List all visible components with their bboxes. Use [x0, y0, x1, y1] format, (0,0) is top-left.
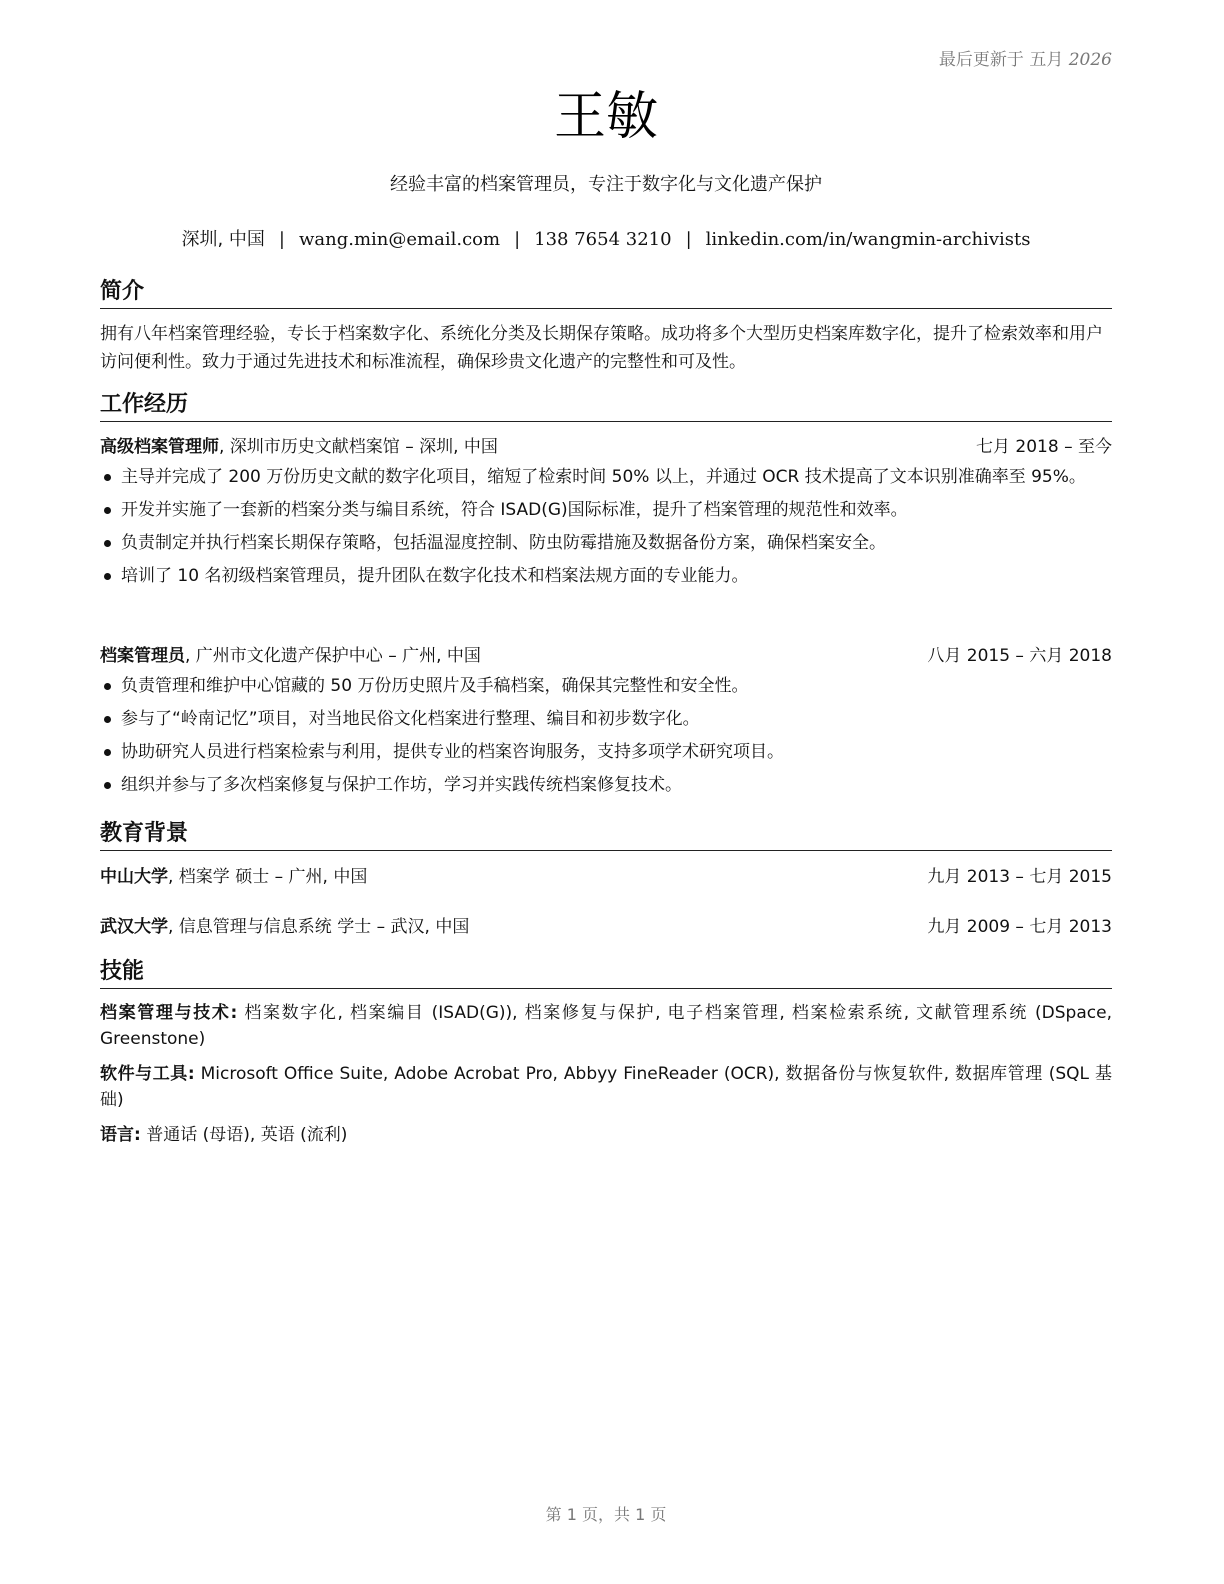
skill-label: 软件与工具: [100, 1064, 195, 1084]
candidate-name: 王敏 [553, 87, 658, 147]
skill-row [100, 1061, 1112, 1113]
section-heading-experience: 工作经历 [100, 391, 1112, 422]
list-item: 参与了“岭南记忆”项目，对当地民俗文化档案进行整理、编目和初步数字化。 [100, 706, 1112, 733]
degree-detail: , 信息管理与信息系统 学士 – 武汉, 中国 [168, 917, 470, 937]
section-heading-skills: 技能 [100, 958, 1112, 989]
list-item: 协助研究人员进行档案检索与利用，提供专业的档案咨询服务，支持多项学术研究项目。 [100, 739, 1112, 766]
skill-row [100, 1122, 1112, 1148]
section-heading-summary: 简介 [100, 278, 1112, 309]
list-item: 负责制定并执行档案长期保存策略，包括温湿度控制、防虫防霉措施及数据备份方案，确保档案安全。 [100, 530, 1112, 557]
job-date: 七月 2018 – 至今 [976, 437, 1112, 457]
skill-label: 档案管理与技术: [100, 1003, 238, 1023]
job-org: , 广州市文化遗产保护中心 – 广州, 中国 [185, 646, 481, 666]
job-bullets [100, 464, 1112, 596]
job-title: 档案管理员 [100, 646, 185, 666]
degree-detail: , 档案学 硕士 – 广州, 中国 [168, 867, 368, 887]
job-header [100, 644, 1112, 668]
contact-separator: | [514, 229, 521, 250]
education-date: 九月 2013 – 七月 2015 [927, 867, 1112, 887]
last-updated [939, 45, 1112, 70]
list-item: 主导并完成了 200 万份历史文献的数字化项目，缩短了检索时间 50% 以上，并通过 OCR 技术提高了文本识别准确率至 95%。 [100, 464, 1112, 491]
job-header [100, 435, 1112, 459]
list-item: 培训了 10 名初级档案管理员，提升团队在数字化技术和档案法规方面的专业能力。 [100, 563, 1112, 590]
contact-separator: | [278, 229, 285, 250]
education-item [100, 915, 1112, 939]
section-heading-education: 教育背景 [100, 820, 1112, 851]
job-org: , 深圳市历史文献档案馆 – 深圳, 中国 [219, 437, 498, 457]
list-item: 组织并参与了多次档案修复与保护工作坊，学习并实践传统档案修复技术。 [100, 772, 1112, 799]
skill-text: Microsoft Office Suite, Adobe Acrobat Pro, Abbyy FineReader (OCR), 数据备份与恢复软件, 数据库管理 (SQL 基础) [100, 1064, 1112, 1110]
contact-location: 深圳, 中国 [181, 229, 265, 250]
contact-separator: | [685, 229, 692, 250]
school-name: 中山大学 [100, 867, 168, 887]
skill-row [100, 1000, 1112, 1052]
summary-text: 拥有八年档案管理经验，专长于档案数字化、系统化分类及长期保存策略。成功将多个大型历史档案库数字化，提升了检索效率和用户访问便利性。致力于通过先进技术和标准流程，确保珍贵文化遗产的完整性和可及性。 [100, 324, 1103, 372]
education-item [100, 865, 1112, 889]
contact-phone: 138 7654 3210 [534, 229, 672, 250]
job-title: 高级档案管理师 [100, 437, 219, 457]
skill-text: 档案数字化, 档案编目 (ISAD(G)), 档案修复与保护, 电子档案管理, 档案检索系统, 文献管理系统 (DSpace, Greenstone) [100, 1003, 1112, 1049]
tagline: 经验丰富的档案管理员，专注于数字化与文化遗产保护 [390, 174, 822, 195]
list-item: 负责管理和维护中心馆藏的 50 万份历史照片及手稿档案，确保其完整性和安全性。 [100, 673, 1112, 700]
job-bullets [100, 673, 1112, 805]
skill-text: 普通话 (母语), 英语 (流利) [140, 1125, 348, 1145]
education-date: 九月 2009 – 七月 2013 [927, 917, 1112, 937]
contact-linkedin[interactable]: linkedin.com/in/wangmin-archivists [705, 229, 1031, 250]
list-item: 开发并实施了一套新的档案分类与编目系统，符合 ISAD(G)国际标准，提升了档案管理的规范性和效率。 [100, 497, 1112, 524]
resume-page [100, 0, 1112, 1584]
last-updated-year: 2026 [1068, 50, 1112, 70]
job-date: 八月 2015 – 六月 2018 [927, 646, 1112, 666]
contact-line [100, 225, 1112, 251]
school-name: 武汉大学 [100, 917, 168, 937]
page-footer: 第 1 页，共 1 页 [545, 1505, 667, 1524]
skill-label: 语言: [100, 1125, 141, 1145]
last-updated-label: 最后更新于 五月 [938, 50, 1064, 70]
contact-email[interactable]: wang.min@email.com [298, 229, 501, 250]
